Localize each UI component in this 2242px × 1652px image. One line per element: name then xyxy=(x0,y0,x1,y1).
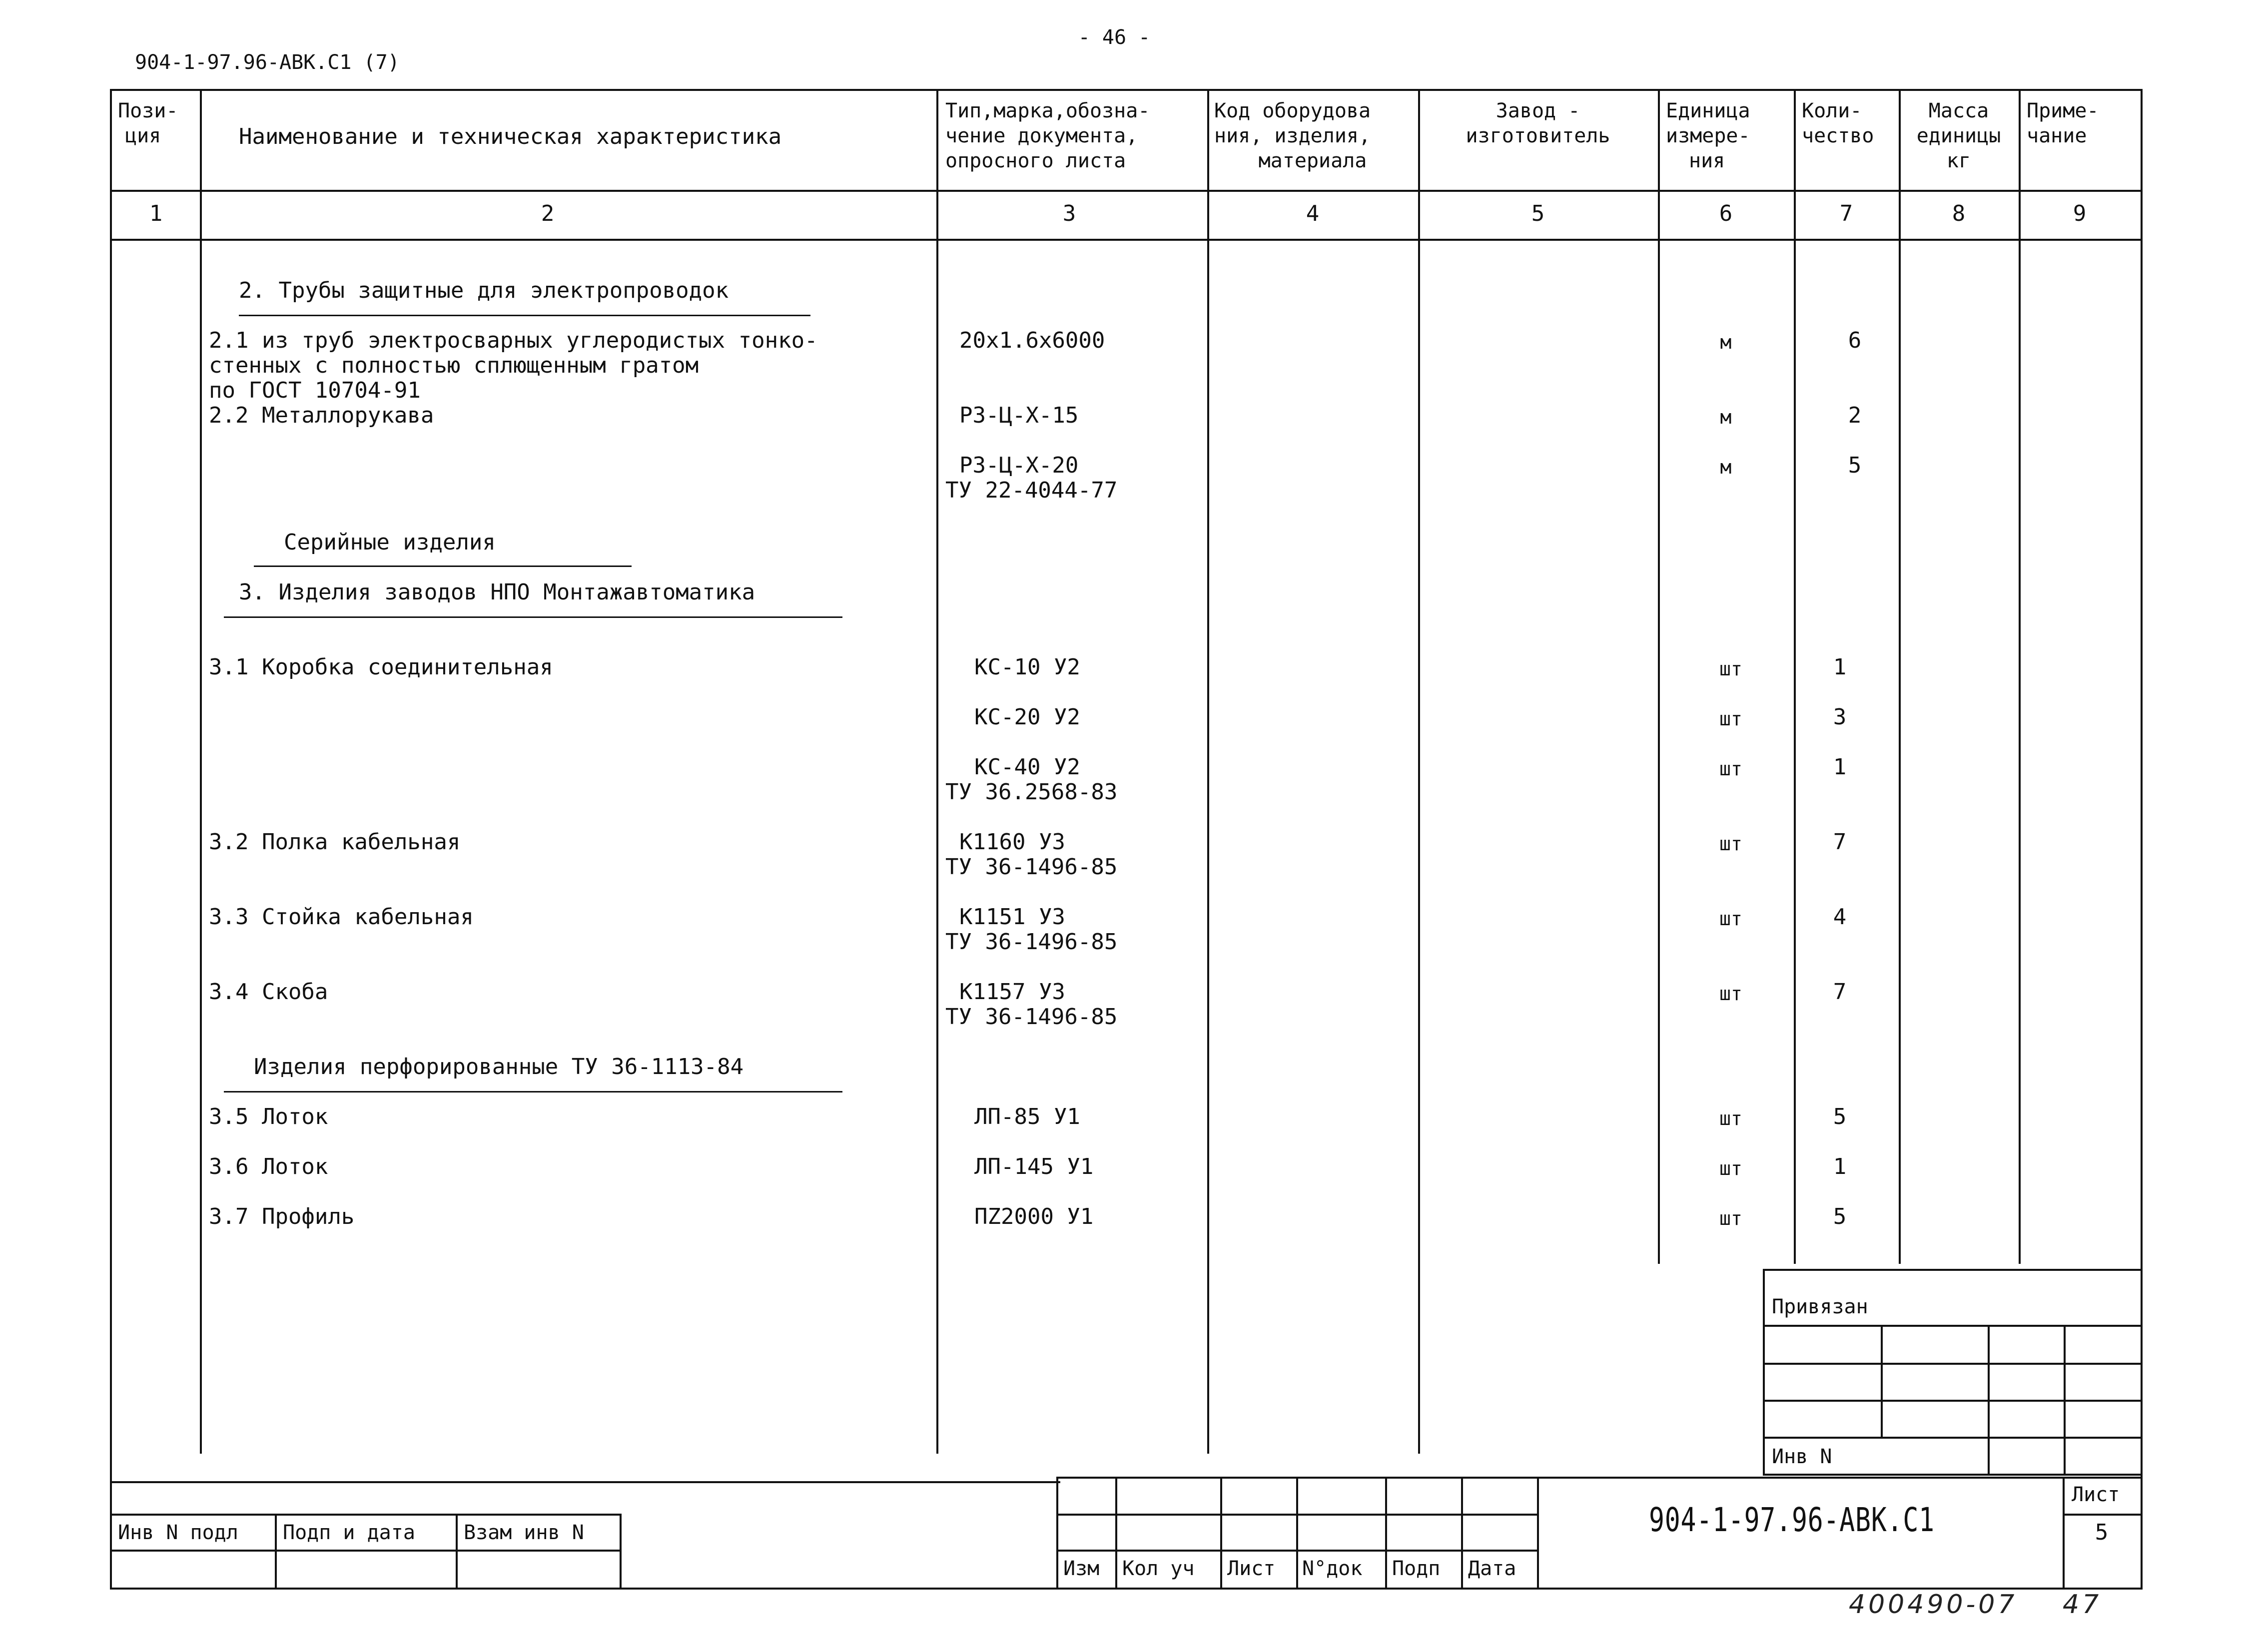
row-unit: шт xyxy=(1719,833,1742,855)
approval-right-line xyxy=(620,1514,622,1590)
header-col-4-line-3: материала xyxy=(1258,149,1367,172)
title-col-line xyxy=(1385,1477,1387,1590)
row-unit: шт xyxy=(1719,983,1742,1005)
row-type: Р3-Ц-Х-15 xyxy=(959,403,1079,428)
row-qty: 5 xyxy=(1833,1204,1847,1229)
archive-page: 47 xyxy=(2063,1590,2102,1620)
row-qty: 3 xyxy=(1833,704,1847,730)
header-col-7-line-1: Коли- xyxy=(1802,99,1862,122)
inv-number-label: Инв N xyxy=(1772,1445,1832,1468)
header-col-2: Наименование и техническая характеристика xyxy=(239,124,782,149)
col-num-2: 2 xyxy=(541,201,555,226)
row-qty: 4 xyxy=(1833,904,1847,930)
header-col-5-line-1: Завод - xyxy=(1495,99,1580,122)
approval-label: Подп и дата xyxy=(283,1521,415,1544)
col-divider-5 xyxy=(1658,89,1660,1264)
section-heading: 3. Изделия заводов НПО Монтажавтоматика xyxy=(239,579,755,605)
row-type: ЛП-145 У1 xyxy=(974,1154,1094,1179)
row-qty: 5 xyxy=(1848,453,1862,478)
row-unit: шт xyxy=(1719,1157,1742,1179)
row-type: ТУ 36.2568-83 xyxy=(945,779,1118,805)
row-name-line: по ГОСТ 10704-91 xyxy=(209,378,421,403)
row-qty: 6 xyxy=(1848,328,1862,353)
approval-divider xyxy=(275,1514,277,1590)
row-qty: 5 xyxy=(1833,1104,1847,1129)
row-unit: м xyxy=(1720,331,1732,353)
header-col-9-line-2: чание xyxy=(2027,124,2087,147)
title-label: Подп xyxy=(1392,1557,1441,1580)
row-type: КС-40 У2 xyxy=(974,754,1080,780)
col-num-9: 9 xyxy=(2073,201,2087,226)
row-name-line: 3.2 Полка кабельная xyxy=(209,829,461,855)
title-col-line xyxy=(1296,1477,1298,1590)
header-col-3-line-2: чение документа, xyxy=(945,124,1138,147)
table-top-border xyxy=(110,89,2143,91)
header-col-1-line-1: Пози- xyxy=(118,99,178,122)
stamp-line xyxy=(1763,1474,2143,1476)
row-unit: м xyxy=(1720,406,1732,428)
row-type: ЛП-85 У1 xyxy=(974,1104,1080,1129)
row-qty: 2 xyxy=(1848,403,1862,428)
header-col-6-line-1: Единица xyxy=(1666,99,1750,122)
header-bottom-line xyxy=(110,190,2143,192)
sheet-label: Лист xyxy=(2072,1483,2120,1506)
row-name-line: 3.3 Стойка кабельная xyxy=(209,904,474,930)
table-bottom-line-left xyxy=(110,1481,1060,1483)
row-name-line: 3.1 Коробка соединительная xyxy=(209,654,553,680)
header-col-5-line-2: изготовитель xyxy=(1466,124,1610,147)
column-number-line xyxy=(110,239,2143,241)
row-name-line: 2.2 Металлорукава xyxy=(209,403,434,428)
row-qty: 1 xyxy=(1833,1154,1847,1179)
row-type: КС-20 У2 xyxy=(974,704,1080,730)
header-col-7-line-2: чество xyxy=(1802,124,1874,147)
row-unit: шт xyxy=(1719,708,1742,730)
row-unit: шт xyxy=(1719,758,1742,780)
col-num-6: 6 xyxy=(1719,201,1733,226)
col-divider-7 xyxy=(1899,89,1901,1264)
stamp-line xyxy=(1763,1437,2143,1439)
row-type: ТУ 36-1496-85 xyxy=(945,854,1118,880)
col-num-1: 1 xyxy=(149,201,163,226)
header-col-3-line-1: Тип,марка,обозна- xyxy=(945,99,1150,122)
header-col-8-line-3: кг xyxy=(1946,149,1971,172)
row-unit: шт xyxy=(1719,1207,1742,1229)
stamp-line xyxy=(1763,1325,2143,1327)
col-divider-2 xyxy=(936,89,938,1454)
row-qty: 7 xyxy=(1833,829,1847,855)
document-code: 904-1-97.96-АВК.С1 xyxy=(1649,1501,1935,1539)
page-number: - 46 - xyxy=(1078,26,1151,49)
row-unit: м xyxy=(1720,456,1732,478)
col-num-8: 8 xyxy=(1952,201,1966,226)
header-col-6-line-3: ния xyxy=(1689,149,1725,172)
stamp-top-line xyxy=(1763,1269,2143,1271)
col-divider-3 xyxy=(1207,89,1209,1454)
row-name-line: 3.4 Скоба xyxy=(209,979,328,1005)
title-label: Кол уч xyxy=(1122,1557,1195,1580)
header-col-3-line-3: опросного листа xyxy=(945,149,1126,172)
col-divider-6 xyxy=(1794,89,1796,1264)
approval-divider xyxy=(456,1514,458,1590)
table-left-border xyxy=(110,89,112,1590)
doc-code-top: 904-1-97.96-АВК.С1 (7) xyxy=(135,51,400,74)
row-qty: 1 xyxy=(1833,654,1847,680)
title-col-line xyxy=(1220,1477,1222,1590)
row-type: К1160 У3 xyxy=(959,829,1065,855)
title-col-line xyxy=(1056,1477,1058,1590)
row-unit: шт xyxy=(1719,658,1742,680)
section-underline xyxy=(224,616,842,618)
row-type: КС-10 У2 xyxy=(974,654,1080,680)
section-heading: Серийные изделия xyxy=(284,530,496,555)
stamp-line xyxy=(1763,1363,2143,1365)
row-type: К1151 У3 xyxy=(959,904,1065,930)
stamp-divider xyxy=(1988,1325,1990,1476)
section-underline xyxy=(224,1091,842,1093)
approval-top-line xyxy=(110,1514,622,1516)
col-num-7: 7 xyxy=(1839,201,1853,226)
approval-label: Взам инв N xyxy=(464,1521,584,1544)
row-unit: шт xyxy=(1719,1107,1742,1129)
page-bottom-border xyxy=(110,1588,2143,1590)
approval-mid-line xyxy=(110,1550,622,1552)
section-underline xyxy=(239,315,810,316)
row-unit: шт xyxy=(1719,908,1742,930)
row-qty: 7 xyxy=(1833,979,1847,1005)
title-label: Дата xyxy=(1468,1557,1516,1580)
header-col-8-line-1: Масса xyxy=(1928,99,1989,122)
sheet-col-line xyxy=(2063,1477,2065,1590)
section-underline xyxy=(254,565,632,567)
row-type: 20х1.6х6000 xyxy=(959,328,1105,353)
title-col-line xyxy=(1461,1477,1463,1590)
archive-number: 400490-07 xyxy=(1849,1590,2018,1620)
col-num-3: 3 xyxy=(1062,201,1076,226)
title-col-line xyxy=(1537,1477,1539,1590)
col-divider-4 xyxy=(1418,89,1420,1454)
header-col-4-line-1: Код оборудова xyxy=(1214,99,1371,122)
section-heading: 2. Трубы защитные для электропроводок xyxy=(239,278,729,303)
title-col-line xyxy=(1115,1477,1117,1590)
stamp-divider xyxy=(1881,1325,1883,1439)
row-type: ТУ 36-1496-85 xyxy=(945,929,1118,955)
row-type: ТУ 22-4044-77 xyxy=(945,478,1118,503)
section-heading: Изделия перфорированные ТУ 36-1113-84 xyxy=(254,1054,744,1080)
col-num-4: 4 xyxy=(1306,201,1320,226)
col-divider-1 xyxy=(200,89,202,1454)
header-col-6-line-2: измере- xyxy=(1666,124,1750,147)
header-col-1-line-2: ция xyxy=(125,124,161,147)
row-name-line: стенных с полностью сплющенным гратом xyxy=(209,353,699,378)
row-name-line: 3.7 Профиль xyxy=(209,1204,355,1229)
header-col-4-line-2: ния, изделия, xyxy=(1214,124,1371,147)
row-type: К1157 У3 xyxy=(959,979,1065,1005)
stamp-divider xyxy=(2064,1325,2066,1476)
row-type: ПZ2000 У1 xyxy=(974,1204,1094,1229)
row-name-line: 2.1 из труб электросварных углеродистых тонко- xyxy=(209,328,818,353)
row-type: Р3-Ц-Х-20 xyxy=(959,453,1079,478)
row-type: ТУ 36-1496-85 xyxy=(945,1004,1118,1030)
sheet-number: 5 xyxy=(2095,1520,2109,1545)
title-label: N°док xyxy=(1302,1557,1363,1580)
row-name-line: 3.5 Лоток xyxy=(209,1104,328,1129)
header-col-9-line-1: Приме- xyxy=(2027,99,2099,122)
col-num-5: 5 xyxy=(1531,201,1545,226)
title-top-line xyxy=(1056,1477,2143,1479)
stamp-line xyxy=(1763,1400,2143,1402)
binding-label: Привязан xyxy=(1772,1295,1868,1318)
stamp-left-line xyxy=(1763,1269,1765,1476)
header-col-8-line-2: единицы xyxy=(1916,124,2001,147)
approval-label: Инв N подл xyxy=(118,1521,238,1544)
sheet-label-line xyxy=(2063,1514,2143,1516)
row-qty: 1 xyxy=(1833,754,1847,780)
row-name-line: 3.6 Лоток xyxy=(209,1154,328,1179)
title-label: Лист xyxy=(1227,1557,1276,1580)
col-divider-8 xyxy=(2019,89,2021,1264)
title-label: Изм xyxy=(1063,1557,1100,1580)
